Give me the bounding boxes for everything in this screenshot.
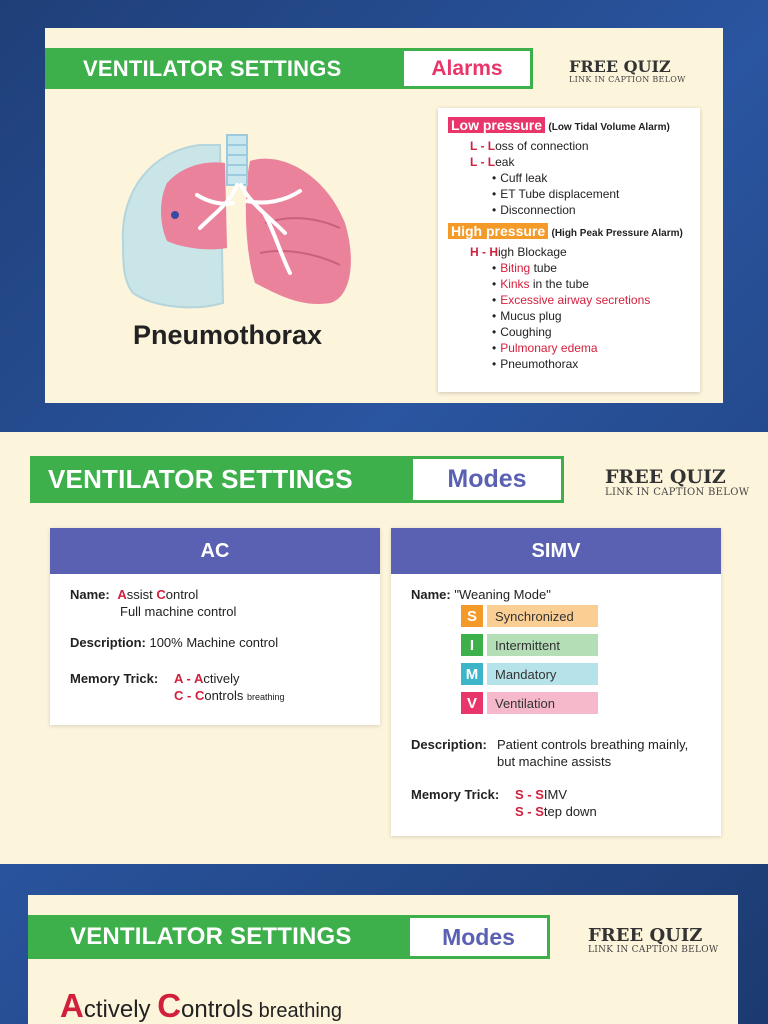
letter-word: Intermittent: [487, 634, 598, 656]
high-bullet: • Pneumothorax: [448, 356, 690, 372]
lungs-illustration: [115, 133, 360, 313]
simv-description-2: but machine assists: [497, 754, 612, 769]
alarm-card: [438, 108, 700, 392]
band-title: VENTILATOR SETTINGS: [83, 55, 342, 81]
letter-box: M: [461, 663, 483, 685]
tab-alarms: Alarms: [401, 48, 533, 89]
high-bullet: • Pulmonary edema: [448, 340, 690, 356]
band-title: VENTILATOR SETTINGS: [48, 464, 353, 494]
simv-card: [391, 528, 721, 836]
acronym-row-m: [461, 663, 598, 685]
slide-alarms: [45, 28, 723, 403]
tab-modes: Modes: [410, 456, 564, 503]
low-pressure-tag: Low pressure: [448, 117, 545, 133]
band-title: VENTILATOR SETTINGS: [70, 923, 352, 950]
acronym-row-i: [461, 634, 598, 656]
low-line: L - Leak: [470, 155, 515, 169]
simv-name-row: Name: "Weaning Mode": [411, 587, 551, 602]
high-bullet: • Excessive airway secretions: [448, 292, 690, 308]
simv-trick-2: S - Step down: [515, 804, 597, 819]
low-bullet: • ET Tube displacement: [448, 186, 690, 202]
free-quiz-label: [605, 468, 749, 498]
high-bullet: • Coughing: [448, 324, 690, 340]
high-bullet: • Mucus plug: [448, 308, 690, 324]
quiz-subtitle: LINK IN CAPTION BELOW: [569, 75, 686, 84]
ac-description: Description: 100% Machine control: [70, 635, 279, 650]
high-bullet: • Kinks in the tube: [448, 276, 690, 292]
ac-card: [50, 528, 380, 725]
slide-heading: Actively Controls breathing: [60, 987, 343, 1024]
ac-trick-label: Memory Trick:: [70, 671, 159, 686]
image-label: Pneumothorax: [133, 320, 323, 350]
low-bullet: • Cuff leak: [448, 170, 690, 186]
simv-trick-1: S - SIMV: [515, 787, 568, 802]
simv-acronym: [461, 605, 598, 721]
letter-box: I: [461, 634, 483, 656]
low-line: L - Loss of connection: [470, 139, 589, 153]
acronym-row-v: [461, 692, 598, 714]
quiz-title: FREE QUIZ: [588, 925, 703, 946]
simv-description-label: Description:: [411, 737, 487, 752]
low-bullet: • Disconnection: [448, 202, 690, 218]
ac-name-row: Name: Assist Control: [70, 587, 199, 602]
letter-word: Synchronized: [487, 605, 598, 627]
quiz-subtitle: LINK IN CAPTION BELOW: [588, 945, 719, 955]
slide-ac-detail: [28, 895, 738, 1024]
low-pressure-subtitle: (Low Tidal Volume Alarm): [548, 122, 670, 133]
quiz-title: FREE QUIZ: [569, 57, 671, 76]
high-pressure-subtitle: (High Peak Pressure Alarm): [551, 228, 683, 239]
letter-word: Mandatory: [487, 663, 598, 685]
slide-modes: [0, 432, 768, 864]
ac-name-line2: Full machine control: [120, 604, 237, 619]
quiz-title: FREE QUIZ: [605, 466, 726, 488]
simv-trick-label: Memory Trick:: [411, 787, 500, 802]
ac-trick-2: C - Controls breathing: [174, 688, 285, 703]
free-quiz-label: [588, 927, 719, 955]
ac-header: AC: [50, 528, 380, 574]
high-pressure-tag: High pressure: [448, 223, 548, 239]
letter-box: S: [461, 605, 483, 627]
high-line: H - High Blockage: [470, 245, 567, 259]
high-bullet: • Biting tube: [448, 260, 690, 276]
letter-word: Ventilation: [487, 692, 598, 714]
letter-box: V: [461, 692, 483, 714]
ac-trick-1: A - Actively: [174, 671, 240, 686]
acronym-row-s: [461, 605, 598, 627]
tab-modes: Modes: [407, 915, 550, 959]
free-quiz-label: [569, 59, 686, 84]
simv-description-1: Patient controls breathing mainly,: [497, 737, 689, 752]
quiz-subtitle: LINK IN CAPTION BELOW: [605, 487, 750, 498]
simv-header: SIMV: [391, 528, 721, 574]
